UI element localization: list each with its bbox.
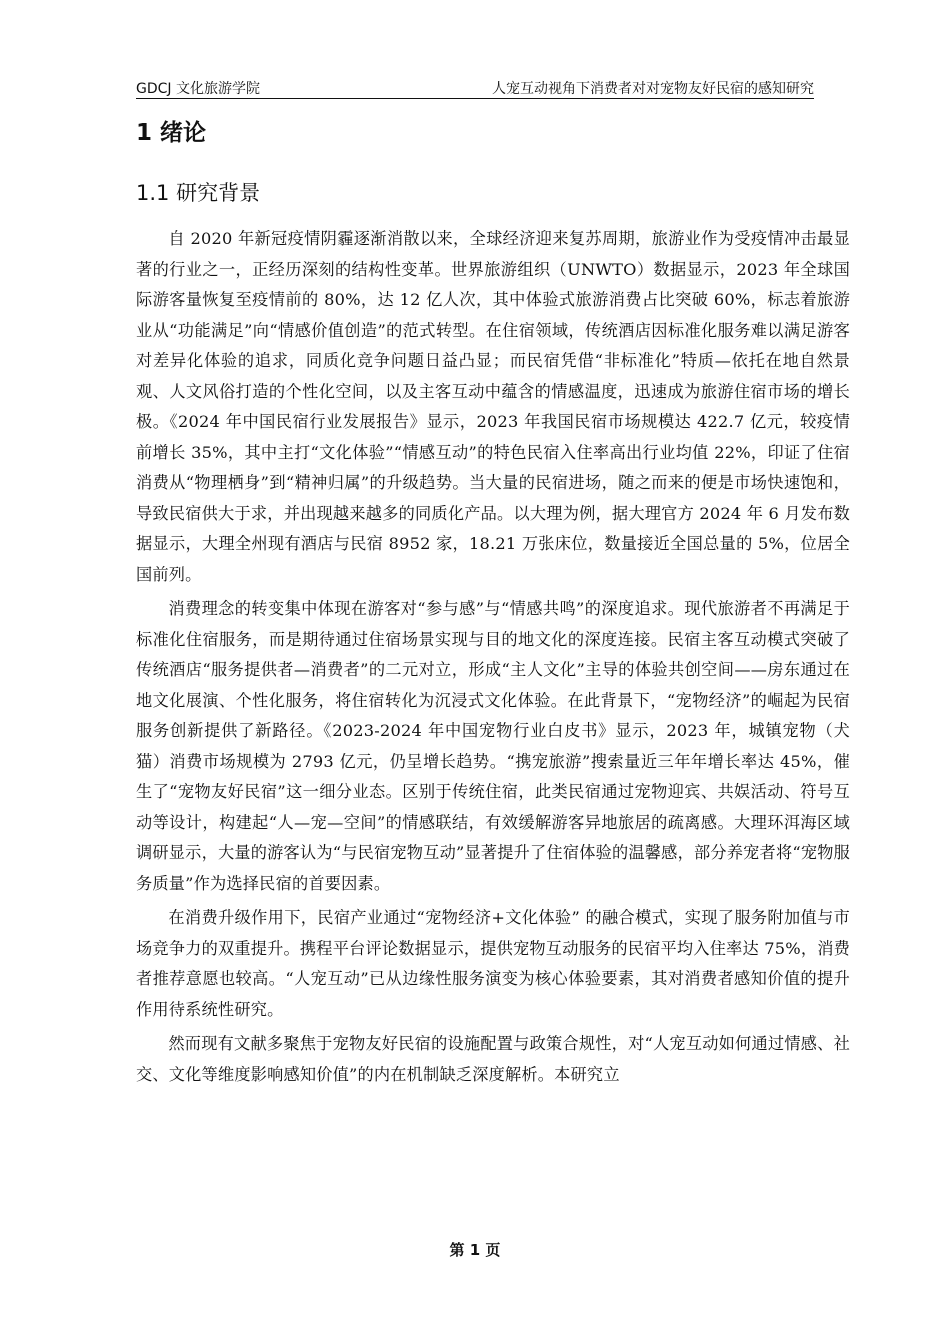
header-divider: [136, 98, 814, 99]
running-header: [136, 76, 814, 98]
header-institution: GDCJ 文化旅游学院: [136, 81, 260, 97]
section-title: 1.1 研究背景: [136, 181, 261, 205]
body-paragraph: 然而现有文献多聚焦于宠物友好民宿的设施配置与政策合规性，对“人宠互动如何通过情感、社交、文化等维度影响感知价值”的内在机制缺乏深度解析。本研究立: [136, 1034, 850, 1084]
page-number: 第 1 页: [449, 1241, 501, 1259]
body-paragraph: 自 2020 年新冠疫情阴霾逐渐消散以来，全球经济迎来复苏周期，旅游业作为受疫情冲击最显著的行业之一，正经历深刻的结构性变革。世界旅游组织（UNWTO）数据显示，2023 年全球国际游客量恢复至疫情前的 80%，达 12 亿人次，其中体验式旅游消费占比突破 60%，标志着旅游业从“功能满足”向“情感价值创造”的范式转型。在住宿领域，传统酒店因标准化服务难以满足游客对差异化体验的追求，同质化竞争问题日益凸显；而民宿凭借“非标准化”特质—依托在地自然景观、人文风俗打造的个性化空间，以及主客互动中蕴含的情感温度，迅速成为旅游住宿市场的增长极。《2024 年中国民宿行业发展报告》显示，2023 年我国民宿市场规模达 422.7 亿元，较疫情前增长 35%，其中主打“文化体验”“情感互动”的特色民宿入住率高出行业均值 22%，印证了住宿消费从“物理栖身”到“精神归属”的升级趋势。当大量的民宿进场，随之而来的便是市场快速饱和，导致民宿供大于求，并出现越来越多的同质化产品。以大理为例，据大理官方 2024 年 6 月发布数据显示，大理全州现有酒店与民宿 8952 家，18.21 万张床位，数量接近全国总量的 5%，位居全国前列。: [136, 229, 850, 584]
body-paragraph: 消费理念的转变集中体现在游客对“参与感”与“情感共鸣”的深度追求。现代旅游者不再满足于标准化住宿服务，而是期待通过住宿场景实现与目的地文化的深度连接。民宿主客互动模式突破了传统酒店“服务提供者—消费者”的二元对立，形成“主人文化”主导的体验共创空间——房东通过在地文化展演、个性化服务，将住宿转化为沉浸式文化体验。在此背景下，“宠物经济”的崛起为民宿服务创新提供了新路径。《2023-2024 年中国宠物行业白皮书》显示，2023 年，城镇宠物（犬猫）消费市场规模为 2793 亿元，仍呈增长趋势。“携宠旅游”搜索量近三年年增长率达 45%，催生了“宠物友好民宿”这一细分业态。区别于传统住宿，此类民宿通过宠物迎宾、共娱活动、符号互动等设计，构建起“人—宠—空间”的情感联结，有效缓解游客异地旅居的疏离感。大理环洱海区域调研显示，大量的游客认为“与民宿宠物互动”显著提升了住宿体验的温馨感，部分养宠者将“宠物服务质量”作为选择民宿的首要因素。: [136, 599, 850, 893]
body-paragraph: 在消费升级作用下，民宿产业通过“宠物经济+文化体验” 的融合模式，实现了服务附加值与市场竞争力的双重提升。携程平台评论数据显示，提供宠物互动服务的民宿平均入住率达 75%，消费者推荐意愿也较高。“人宠互动”已从边缘性服务演变为核心体验要素，其对消费者感知价值的提升作用待系统性研究。: [136, 908, 850, 1019]
header-thesis-title: 人宠互动视角下消费者对对宠物友好民宿的感知研究: [492, 81, 814, 97]
body-text: [136, 224, 850, 1094]
chapter-title: 1 绪论: [136, 120, 207, 146]
